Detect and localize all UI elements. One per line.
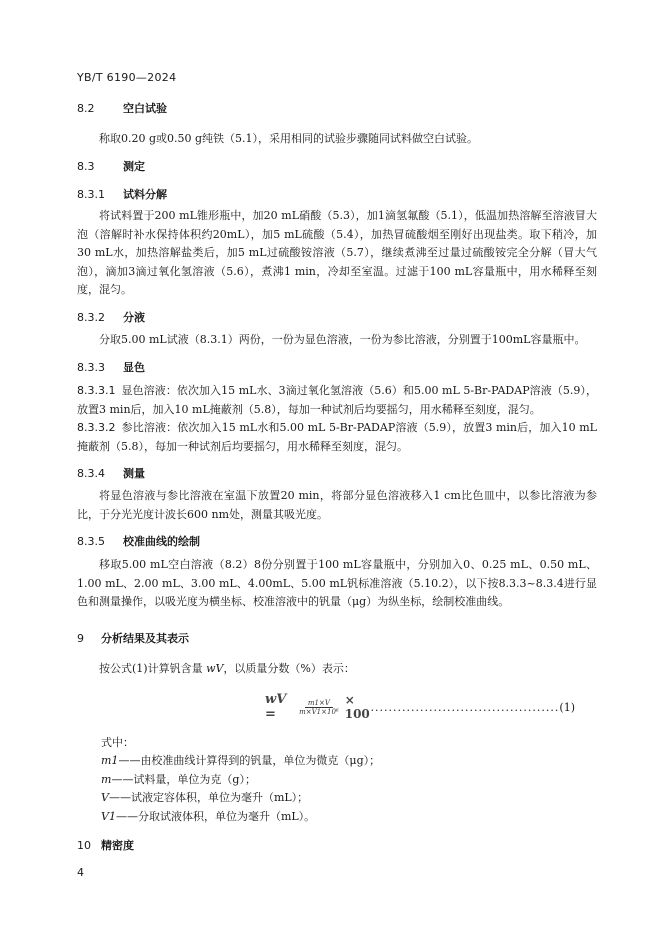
legend-row: V——试液定容体积，单位为毫升（mL）；	[101, 791, 309, 804]
heading-8-3: 8.3 测定	[77, 160, 145, 173]
heading-8-3-1: 8.3.1 试料分解	[77, 188, 167, 201]
legend-intro: 式中：	[101, 736, 134, 749]
heading-8-3-2: 8.3.2 分液	[77, 311, 145, 324]
formula-lhs: wV =	[265, 692, 287, 722]
paragraph-8-3-5: 移取5.00 mL空白溶液（8.2）8份分别置于100 mL容量瓶中，分别加入0、0.25 mL、0.50 mL、1.00 mL、2.00 mL、3.00 mL、4.00mL、5.00 mL钒标准溶液（5.10.2），以下按8.3.3~8.3.4进行显色和测量操作，以吸光度为横坐标、校准溶液中的钒量（μg）为纵坐标，绘制校准曲线。	[77, 558, 597, 608]
formula-denominator: m×V1×10⁶	[299, 707, 339, 716]
formula-1	[265, 692, 575, 722]
paragraph-8-2: 称取0.20 g或0.50 g纯铁（5.1），采用相同的试验步骤随同试料做空白试验。	[99, 132, 479, 145]
heading-10: 10 精密度	[77, 839, 134, 852]
paragraph-9: 按公式(1)计算钒含量 wV，以质量分数（%）表示：	[99, 662, 355, 675]
heading-8-3-5: 8.3.5 校准曲线的绘制	[77, 535, 200, 548]
standard-code-header: YB/T 6190—2024	[77, 71, 177, 84]
heading-9: 9 分析结果及其表示	[77, 632, 189, 645]
formula-tag: (1)	[559, 700, 575, 714]
heading-8-2: 8.2 空白试验	[77, 102, 167, 115]
formula-numerator: m1×V	[305, 699, 333, 708]
legend-row: V1——分取试液体积，单位为毫升（mL）。	[101, 810, 316, 823]
formula-fraction	[297, 699, 341, 716]
legend-row: m——试料量，单位为克（g）；	[101, 773, 256, 786]
item-8-3-3-1: 8.3.3.1 显色溶液：依次加入15 mL水、3滴过氧化氢溶液（5.6）和5.00 mL 5-Br-PADAP溶液（5.9），放置3 min后，加入10 mL掩蔽剂（5.8），每加一种试剂后均要摇匀，用水稀释至刻度，混匀。	[77, 384, 597, 416]
heading-8-3-3: 8.3.3 显色	[77, 361, 145, 374]
page-number: 4	[77, 866, 84, 879]
formula-multiplier: × 100	[344, 693, 370, 721]
legend-row: m1——由校准曲线计算得到的钒量，单位为微克（μg）；	[101, 754, 381, 767]
item-8-3-3-2: 8.3.3.2 参比溶液：依次加入15 mL水和5.00 mL 5-Br-PADAP溶液（5.9），放置3 min后，加入10 mL掩蔽剂（5.8），每加一种试剂后均要摇匀，用水稀释至刻度，混匀。	[77, 421, 597, 453]
heading-8-3-4: 8.3.4 测量	[77, 467, 145, 480]
paragraph-8-3-4: 将显色溶液与参比溶液在室温下放置20 min，将部分显色溶液移入1 cm比色皿中，以参比溶液为参比，于分光光度计波长600 nm处，测量其吸光度。	[77, 489, 597, 521]
paragraph-8-3-1: 将试料置于200 mL锥形瓶中，加20 mL硝酸（5.3），加1滴氢氟酸（5.1），低温加热溶解至溶液冒大泡（溶解时补水保持体积约20mL），加5 mL硫酸（5.4），加热冒硫酸烟至刚好出现盐类。取下稍冷，加30 mL水，加热溶解盐类后，加5 mL过硫酸铵溶液（5.7），继续煮沸至过量过硫酸铵完全分解（冒大气泡），滴加3滴过氧化氢溶液（5.6），煮沸1 min，冷却至室温。过滤于100 mL容量瓶中，用水稀释至刻度，混匀。	[77, 209, 597, 296]
formula-leader-dots: ..........................................	[370, 700, 560, 714]
paragraph-8-3-2: 分取5.00 mL试液（8.3.1）两份，一份为显色溶液，一份为参比溶液，分别置于100mL容量瓶中。	[99, 333, 586, 346]
